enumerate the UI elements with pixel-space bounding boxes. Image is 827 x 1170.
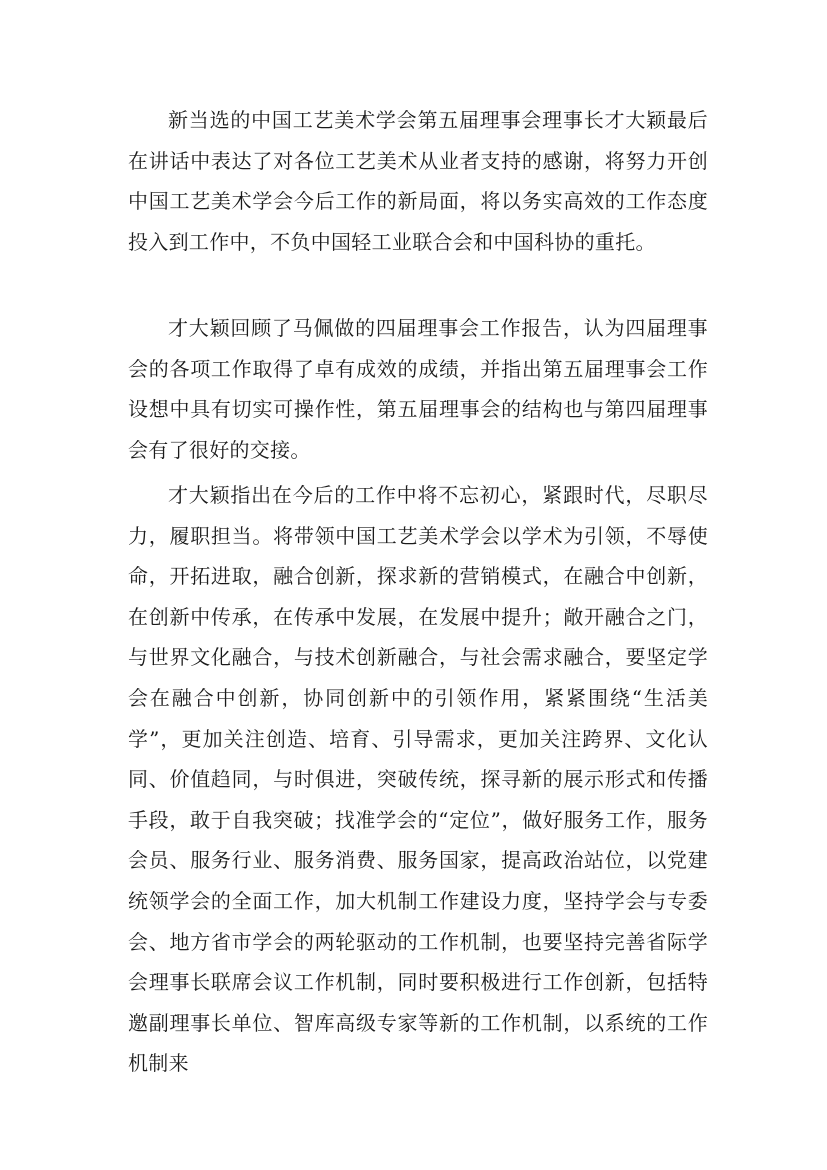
paragraph-1: 新当选的中国工艺美术学会第五届理事会理事长才大颖最后在讲话中表达了对各位工艺美术从业者支持的感谢，将努力开创中国工艺美术学会今后工作的新局面，将以务实高效的工作态度投入到工作中，不负中国轻工业联合会和中国科协的重托。 xyxy=(128,108,708,254)
paragraph-3: 才大颖指出在今后的工作中将不忘初心，紧跟时代，尽职尽力，履职担当。将带领中国工艺美术学会以学术为引领，不辱使命，开拓进取，融合创新，探求新的营销模式，在融合中创新，在创新中传承，在传承中发展，在发展中提升；敞开融合之门，与世界文化融合，与技术创新融合，与社会需求融合，要坚定学会在融合中创新，协同创新中的引领作用，紧紧围绕“生活美学”，更加关注创造、培育、引导需求，更加关注跨界、文化认同、价值趋同，与时俱进，突破传统，探寻新的展示形式和传播手段，敢于自我突破；找准学会的“定位”，做好服务工作，服务会员、服务行业、服务消费、服务国家，提高政治站位，以党建统领学会的全面工作，加大机制工作建设力度，坚持学会与专委会、地方省市学会的两轮驱动的工作机制，也要坚持完善省际学会理事长联席会议工作机制，同时要积极进行工作创新，包括特邀副理事长单位、智库高级专家等新的工作机制，以系统的工作机制来 xyxy=(128,483,708,1076)
paragraph-2: 才大颖回顾了马佩做的四届理事会工作报告，认为四届理事会的各项工作取得了卓有成效的成绩，并指出第五届理事会工作设想中具有切实可操作性，第五届理事会的结构也与第四届理事会有了很好的交接。 xyxy=(128,316,708,462)
